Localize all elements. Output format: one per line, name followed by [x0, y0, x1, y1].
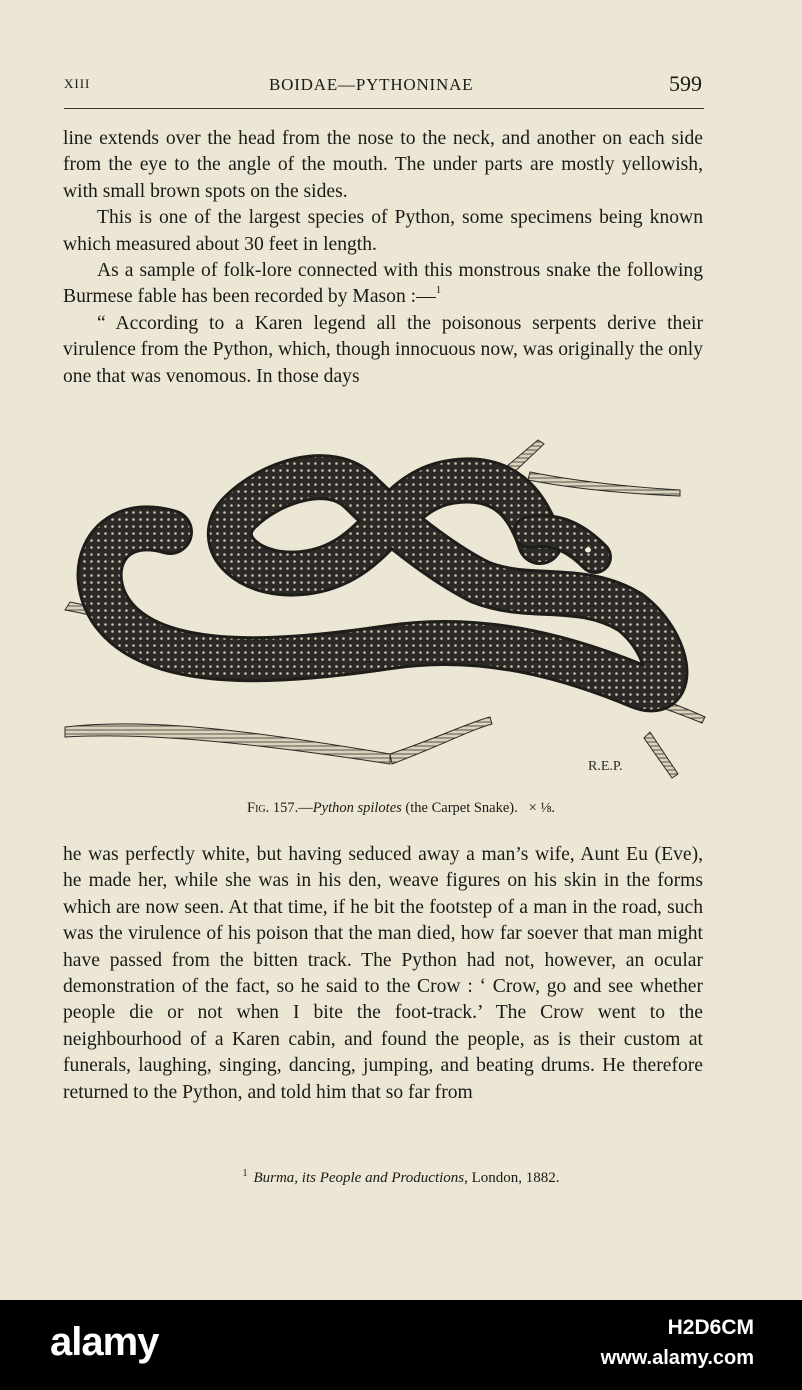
- text-block-bottom: [63, 842, 703, 1106]
- footnote-text: , London, 1882.: [464, 1170, 560, 1186]
- python-body: [100, 477, 666, 689]
- figure-illustration: [60, 432, 710, 792]
- page-number: 599: [669, 71, 702, 96]
- chapter-number: XIII: [64, 76, 91, 91]
- paragraph: This is one of the largest species of Python, some specimens being known which measured about 30 feet in length.: [63, 207, 703, 255]
- paragraph: “ According to a Karen legend all the poisonous serpents derive their virulence from the Python, which, though innocuous now, was originally the only one that was venomous. In those days: [63, 312, 703, 387]
- python-engraving: [60, 432, 710, 792]
- alamy-logo: alamy: [50, 1320, 159, 1364]
- site-url: www.alamy.com: [600, 1347, 754, 1369]
- footnote-title: Burma, its People and Productions: [253, 1170, 465, 1186]
- header-rule: [64, 108, 704, 109]
- snake-eye: [585, 548, 591, 553]
- footnote: [0, 1168, 802, 1187]
- paragraph: line extends over the head from the nose to the neck, and another on each side from the eye to the angle of the mouth. The under parts are mostly yellowish, with small brown spots on the sides.: [63, 128, 703, 202]
- image-id: H2D6CM: [667, 1316, 754, 1339]
- paragraph: [63, 258, 703, 311]
- caption-species: Python spilotes: [312, 800, 402, 816]
- paragraph-text: As a sample of folk-lore connected with this monstrous snake the following Burmese fable has been recorded by Mason :—: [63, 260, 703, 308]
- paragraph: he was perfectly white, but having seduced away a man’s wife, Aunt Eu (Eve), he made her, while she was in his den, weave figures on his skin in the forms which are now seen. At that time, if he bit the footstep of a man in the road, such was the virulence of his poison that the man died, how far soever that man might have passed from the bitten track. The Python had not, however, an ocular demonstration of the fact, so he said to the Crow : ‘ Crow, go and see whether people die or not when I bite the foot-track.’ The Crow went to the neighbourhood of a Karen cabin, and found the people, as is their custom at funerals, laughing, singing, dancing, jumping, and beating drums. He therefore returned to the Python, and told him that so far from: [63, 844, 703, 1103]
- text-block-top: [63, 126, 703, 390]
- figure-caption: [0, 800, 802, 817]
- running-head: [64, 71, 704, 98]
- caption-prefix: Fig. 157.—: [247, 800, 313, 816]
- footnote-marker: 1: [242, 1168, 248, 1179]
- caption-text: (the Carpet Snake).: [401, 800, 518, 816]
- caption-scale: × ⅛.: [528, 800, 555, 816]
- footnote-reference: 1: [435, 284, 442, 297]
- engraver-monogram: R.E.P.: [588, 759, 623, 774]
- running-title: BOIDAE—PYTHONINAE: [269, 75, 474, 94]
